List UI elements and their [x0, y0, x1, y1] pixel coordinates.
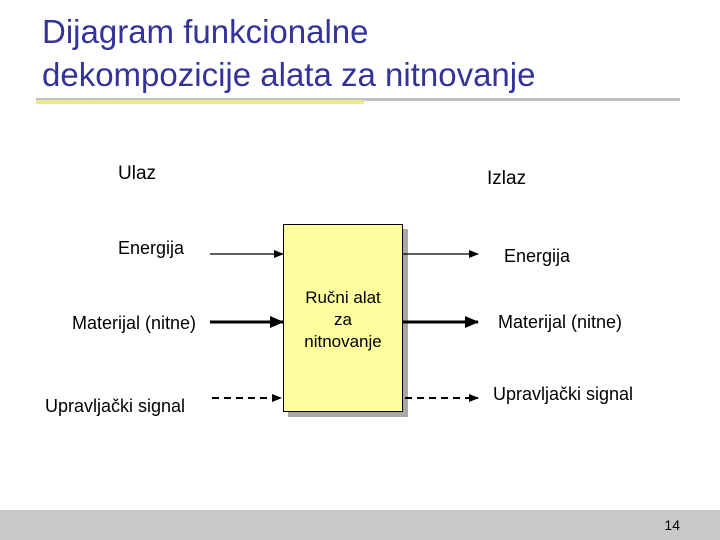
footer-bar — [0, 510, 720, 540]
title-line-2: dekompozicije alata za nitnovanje — [42, 56, 536, 93]
output-label-energy: Energija — [504, 246, 571, 266]
process-label-line-2: za — [334, 310, 352, 329]
input-label-material: Materijal (nitne) — [72, 313, 197, 333]
output-label-control-signal: Upravljački signal — [493, 384, 634, 404]
title-line-1: Dijagram funkcionalne — [42, 13, 369, 50]
page-number: 14 — [664, 517, 680, 533]
process-label-line-1: Ručni alat — [305, 288, 381, 307]
input-label-control-signal: Upravljački signal — [45, 396, 186, 416]
input-label-energy: Energija — [118, 238, 185, 258]
input-header: Ulaz — [118, 163, 157, 184]
process-label-line-3: nitnovanje — [304, 332, 382, 351]
output-header: Izlaz — [487, 168, 527, 189]
output-label-material: Materijal (nitne) — [498, 312, 623, 332]
